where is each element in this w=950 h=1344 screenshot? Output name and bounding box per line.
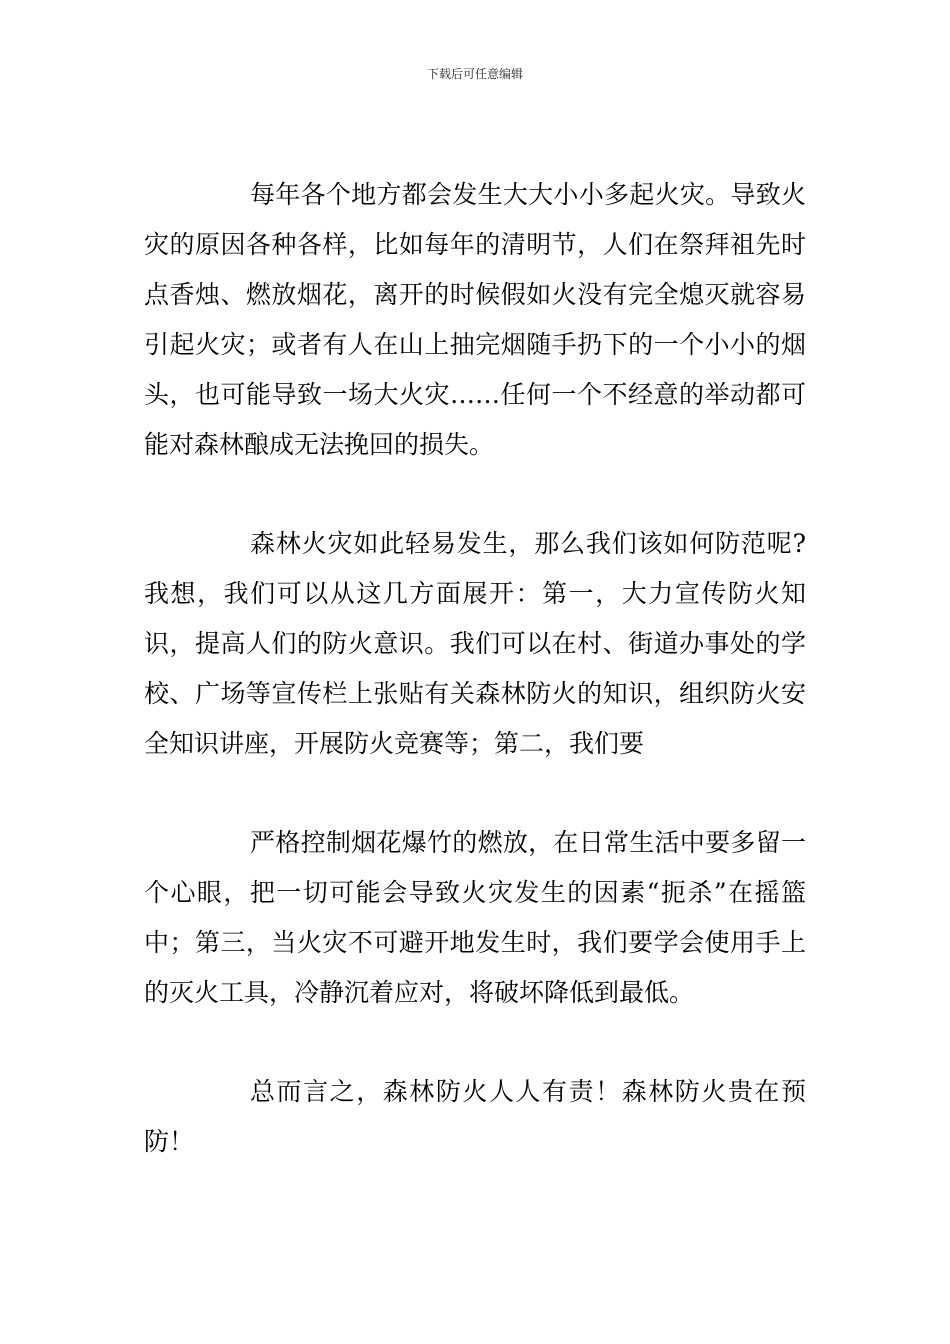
page-header: 下载后可任意编辑 [426,67,523,81]
paragraph-fire-causes: 每年各个地方都会发生大大小小多起火灾。导致火灾的原因各种各样，比如每年的清明节，人们在祭拜祖先时点香烛、燃放烟花，离开的时候假如火没有完全熄灭就容易引起火灾；或者有人在山上抽完烟随手扔下的一个小小的烟头，也可能导致一场大火灾……任何一个不经意的举动都可能对森林酿成无法挽回的损失。 [144,180,806,459]
paragraph-prevention-measures: 森林火灾如此轻易发生，那么我们该如何防范呢?我想，我们可以从这几方面展开：第一，大力宣传防火知识，提高人们的防火意识。我们可以在村、街道办事处的学校、广场等宣传栏上张贴有关森林防火的知识，组织防火安全知识讲座，开展防火竞赛等；第二，我们要 [144,529,806,758]
paragraph-conclusion: 总而言之，森林防火人人有责！森林防火贵在预防！ [144,1077,806,1156]
document-body [144,170,806,1167]
paragraph-prevention-continued: 严格控制烟花爆竹的燃放，在日常生活中要多留一个心眼，把一切可能会导致火灾发生的因素“扼杀”在摇篮中；第三，当火灾不可避开地发生时，我们要学会使用手上的灭火工具，冷静沉着应对，将破坏降低到最低。 [144,828,806,1007]
